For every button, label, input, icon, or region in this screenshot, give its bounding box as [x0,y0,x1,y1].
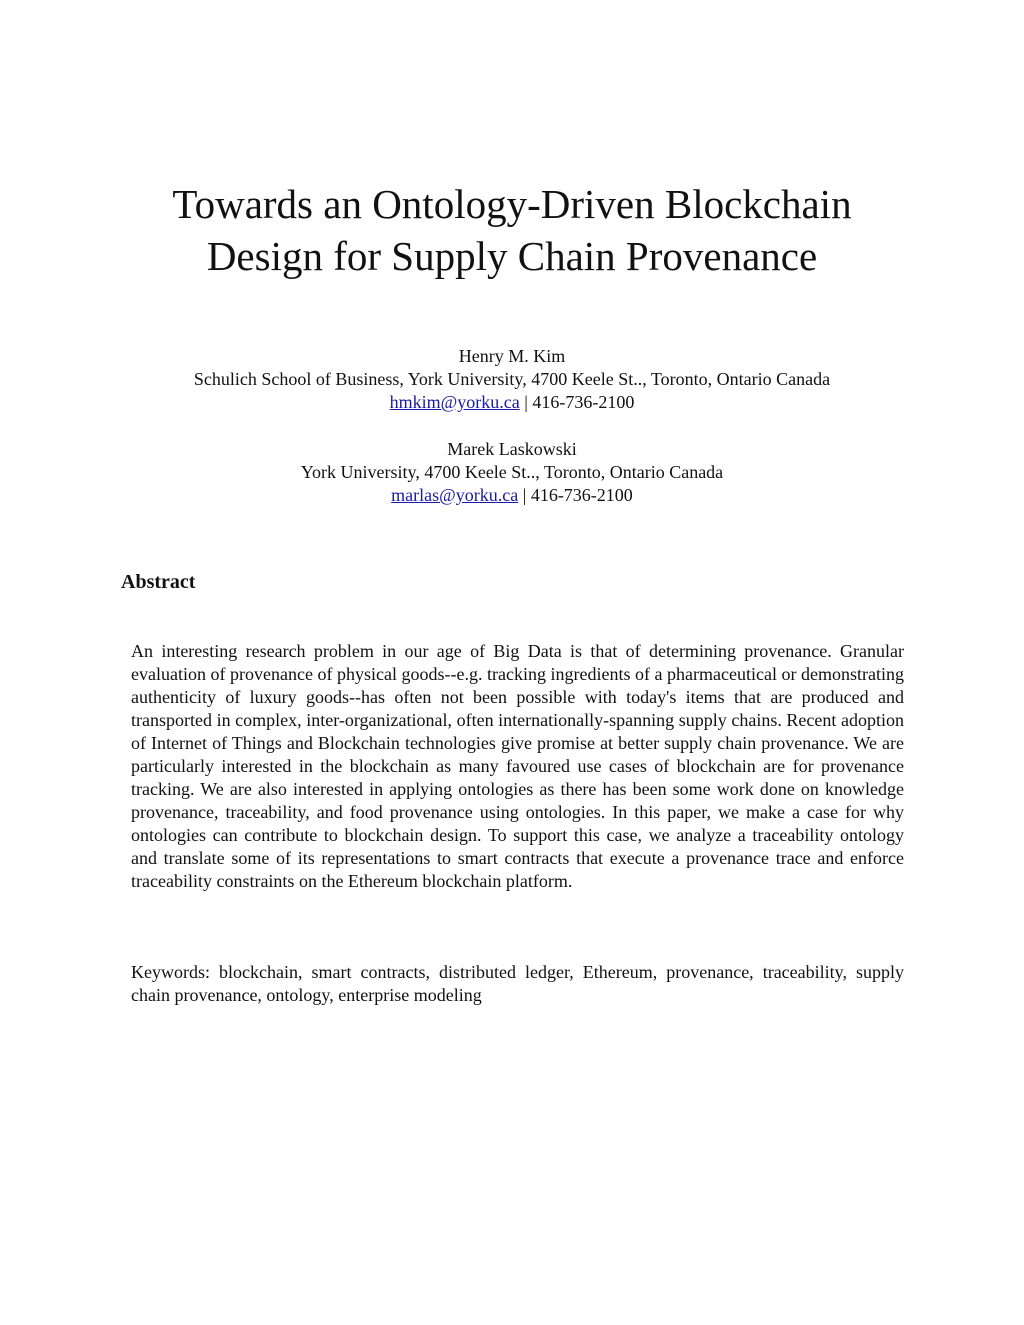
abstract-heading: Abstract [121,571,196,593]
keywords: Keywords: blockchain, smart contracts, distributed ledger, Ethereum, provenance, traceability, supply chain provenance, ontology, enterprise modeling [131,962,904,1005]
author-name: Marek Laskowski [447,439,577,459]
author-block-1 [0,345,1024,414]
author-contact [0,484,1024,507]
author-name: Henry M. Kim [458,346,566,366]
author-affiliation: Schulich School of Business, York University, 4700 Keele St.., Toronto, Ontario Canada [193,369,831,389]
contact-separator: | [518,485,531,505]
abstract-body: An interesting research problem in our age of Big Data is that of determining provenance. Granular evaluation of provenance of physical goods--e.g. tracking ingredients of a pharmaceutical or demonstrating authenticity of luxury goods--has often not been possible with today's items that are produced and transported in complex, inter-organizational, often internationally-spanning supply chains. Recent adoption of Internet of Things and Blockchain technologies give promise at better supply chain provenance. We are particularly interested in the blockchain as many favoured use cases of blockchain are for provenance tracking. We are also interested in applying ontologies as there has been some work done on knowledge provenance, traceability, and food provenance using ontologies. In this paper, we make a case for why ontologies can contribute to blockchain design. To support this case, we analyze a traceability ontology and translate some of its representations to smart contracts that execute a provenance trace and enforce traceability constraints on the Ethereum blockchain platform. [131,641,904,891]
author-block-2 [0,438,1024,507]
author-phone: 416-736-2100 [532,392,635,412]
author-email-link[interactable]: hmkim@yorku.ca [389,392,520,412]
author-phone: 416-736-2100 [530,485,633,505]
paper-title [0,178,1024,282]
author-email-link[interactable]: marlas@yorku.ca [391,485,519,505]
paper-title-line-1: Towards an Ontology-Driven Blockchain [172,181,852,227]
paper-title-line-2: Design for Supply Chain Provenance [206,233,818,279]
author-contact [0,391,1024,414]
contact-separator: | [519,392,533,412]
author-affiliation: York University, 4700 Keele St.., Toronto, Ontario Canada [300,462,724,482]
